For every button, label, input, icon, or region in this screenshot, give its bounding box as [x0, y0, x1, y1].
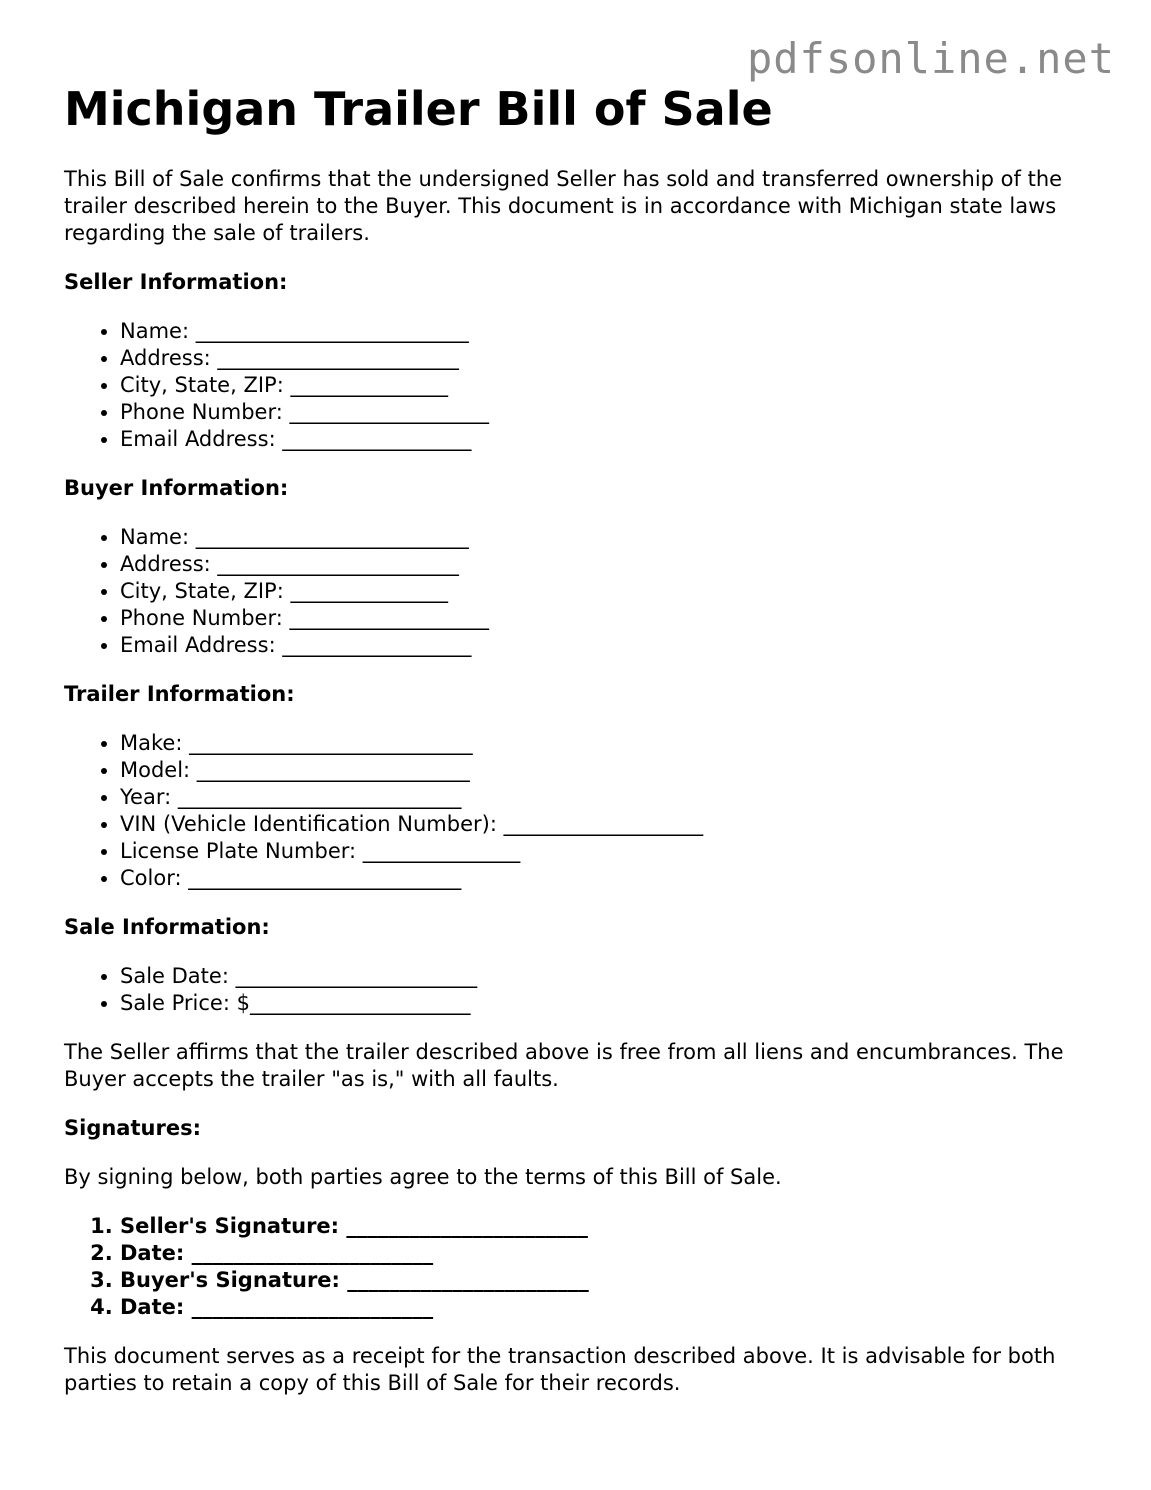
sale-field-list [64, 963, 1104, 1017]
seller-phone-field: • Phone Number: ___________________ [120, 399, 1104, 426]
trailer-year-field: • Year: ___________________________ [120, 784, 1104, 811]
trailer-model-field: • Model: __________________________ [120, 757, 1104, 784]
buyer-email-field: • Email Address: __________________ [120, 632, 1104, 659]
buyer-address-field: • Address: _______________________ [120, 551, 1104, 578]
trailer-field-list [64, 730, 1104, 892]
buyer-name-field: • Name: __________________________ [120, 524, 1104, 551]
signature-list [64, 1213, 1104, 1321]
document-page [64, 82, 1104, 1397]
sale-heading: Sale Information: [64, 915, 270, 939]
seller-address-field: • Address: _______________________ [120, 345, 1104, 372]
signatures-note: By signing below, both parties agree to the terms of this Bill of Sale. [64, 1165, 782, 1189]
seller-signature-line: 1. Seller's Signature: _______________________ [120, 1213, 1104, 1240]
buyer-signature-line: 3. Buyer's Signature: _______________________ [120, 1267, 1104, 1294]
watermark: pdfsonline.net [746, 34, 1115, 83]
sale-date-field: • Sale Date: _______________________ [120, 963, 1104, 990]
trailer-license-plate-field: • License Plate Number: _______________ [120, 838, 1104, 865]
buyer-field-list [64, 524, 1104, 659]
buyer-heading: Buyer Information: [64, 476, 289, 500]
seller-field-list [64, 318, 1104, 453]
buyer-city-state-zip-field: • City, State, ZIP: _______________ [120, 578, 1104, 605]
sale-price-field: • Sale Price: $_____________________ [120, 990, 1104, 1017]
signatures-heading: Signatures: [64, 1116, 201, 1140]
seller-name-field: • Name: __________________________ [120, 318, 1104, 345]
trailer-heading: Trailer Information: [64, 682, 295, 706]
page-title: Michigan Trailer Bill of Sale [64, 82, 773, 136]
trailer-make-field: • Make: ___________________________ [120, 730, 1104, 757]
seller-email-field: • Email Address: __________________ [120, 426, 1104, 453]
seller-heading: Seller Information: [64, 270, 288, 294]
seller-city-state-zip-field: • City, State, ZIP: _______________ [120, 372, 1104, 399]
trailer-color-field: • Color: __________________________ [120, 865, 1104, 892]
liens-statement: The Seller affirms that the trailer described above is free from all liens and encumbrances. The Buyer accepts the trailer "as is," with all faults. [64, 1040, 1064, 1091]
seller-date-line: 2. Date: _______________________ [120, 1240, 1104, 1267]
trailer-vin-field: • VIN (Vehicle Identification Number): ___________________ [120, 811, 1104, 838]
closing-paragraph: This document serves as a receipt for the transaction described above. It is advisable for both parties to retain a copy of this Bill of Sale for their records. [64, 1344, 1056, 1395]
buyer-phone-field: • Phone Number: ___________________ [120, 605, 1104, 632]
intro-paragraph: This Bill of Sale confirms that the undersigned Seller has sold and transferred ownership of the trailer described herein to the Buyer. This document is in accordance with Michigan state laws regarding the sale of trailers. [64, 167, 1063, 245]
buyer-date-line: 4. Date: _______________________ [120, 1294, 1104, 1321]
